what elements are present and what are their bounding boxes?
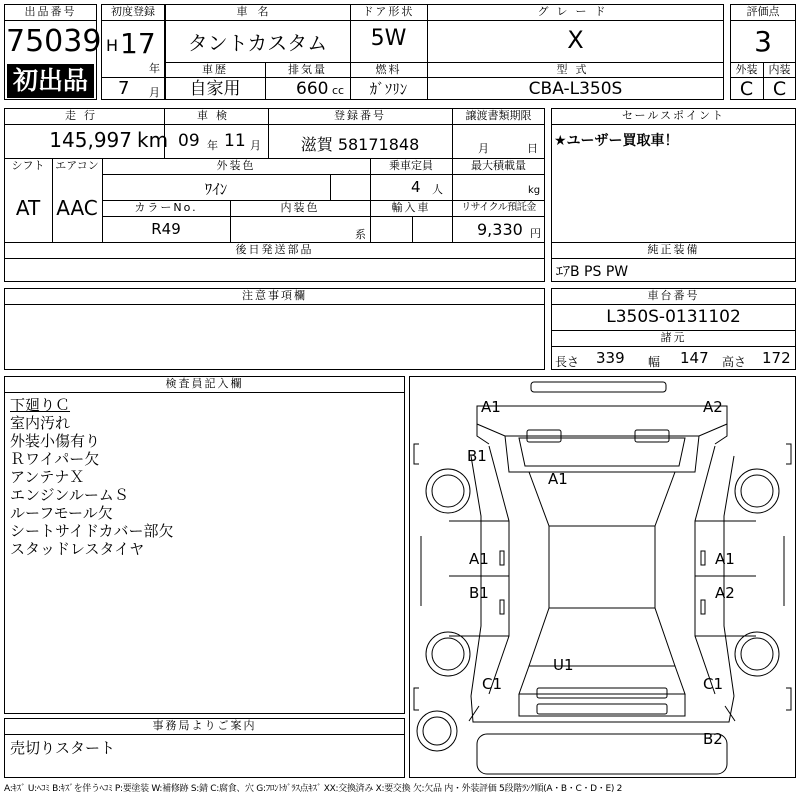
history-value: 自家用 — [189, 79, 241, 99]
displacement-unit: cc — [332, 84, 345, 97]
notes-header: 注意事項欄 — [242, 289, 307, 302]
inspection-year-unit: 年 — [207, 139, 218, 152]
capacity-header: 乗車定員 — [389, 159, 433, 172]
damage-mark: A1 — [481, 398, 501, 416]
damage-mark: C1 — [482, 675, 503, 693]
sales-point-header: セールスポイント — [621, 109, 725, 122]
genuine-equipment-header: 純正装備 — [647, 243, 700, 256]
chassis-value: L350S-0131102 — [606, 307, 741, 327]
inspection-header: 車検 — [197, 109, 235, 122]
max-load-header: 最大積載量 — [471, 159, 526, 172]
shift-value: AT — [15, 196, 41, 220]
length-value: 339 — [596, 349, 625, 367]
damage-mark: B1 — [469, 584, 489, 602]
inspector-line: ルーフモール欠 — [10, 504, 113, 522]
damage-mark: A2 — [703, 398, 723, 416]
mileage-value: 145,997 — [49, 128, 132, 152]
inspection-year: 09 — [178, 131, 200, 151]
exterior-score-header: 外装 — [735, 63, 758, 76]
inspector-line: 下廻りＣ — [10, 396, 71, 414]
sales-point-text: ★ユーザー買取車！ — [554, 133, 679, 149]
first-listing-badge: 初出品 — [7, 64, 94, 98]
damage-mark: B2 — [703, 730, 723, 748]
model-code-header: 型式 — [556, 63, 595, 76]
height-value: 172 — [762, 349, 791, 367]
inspector-line: エンジンルームＳ — [10, 486, 129, 504]
car-name-value: タントカスタム — [187, 31, 328, 55]
inspection-month-unit: 月 — [250, 139, 261, 152]
inspector-line: 室内汚れ — [10, 414, 71, 432]
exterior-color-value: ﾜｲﾝ — [204, 180, 228, 198]
office-header: 事務局よりご案内 — [152, 719, 257, 732]
import-header: 輸入車 — [391, 201, 431, 214]
fuel-header: 燃料 — [375, 63, 402, 76]
history-header: 車歴 — [202, 63, 228, 76]
first-registration-year: 17 — [120, 27, 156, 60]
interior-score-value: C — [772, 78, 787, 100]
width-value: 147 — [680, 349, 709, 367]
later-parts-header: 後日発送部品 — [235, 243, 314, 256]
height-label: 高さ — [722, 355, 747, 369]
inspector-line: Ｒワイパー欠 — [10, 450, 100, 468]
office-text: 売切りスタート — [10, 739, 116, 757]
damage-mark: U1 — [553, 656, 574, 674]
aircon-value: AAC — [56, 196, 98, 220]
damage-mark: A2 — [715, 584, 735, 602]
car-name-header: 車名 — [236, 5, 279, 18]
aircon-header: エアコン — [55, 159, 99, 172]
color-no-header: カラーNo. — [134, 201, 198, 214]
registration-value: 滋賀 58171848 — [300, 135, 420, 154]
interior-color-unit: 系 — [355, 228, 366, 241]
first-registration-era: H — [106, 36, 119, 55]
inspector-header: 検査員記入欄 — [165, 377, 244, 390]
first-registration-year-unit: 年 — [149, 62, 160, 75]
inspector-line: スタッドレスタイヤ — [10, 540, 145, 558]
mileage-header: 走行 — [65, 109, 103, 122]
specs-header: 諸元 — [660, 331, 687, 344]
lot-header: 出品番号 — [24, 5, 77, 18]
recycle-unit: 円 — [530, 227, 541, 240]
genuine-equipment-value: ｴｱB PS PW — [556, 264, 629, 280]
car-diagram — [409, 376, 796, 778]
inspector-line: 外装小傷有り — [10, 432, 101, 450]
score-header: 評価点 — [746, 5, 780, 18]
model-code-value: CBA-L350S — [528, 79, 623, 99]
exterior-score-value: C — [739, 78, 754, 100]
first-registration-month-unit: 月 — [149, 86, 160, 99]
damage-mark: A1 — [548, 470, 568, 488]
color-no-value: R49 — [151, 220, 181, 238]
transfer-month-unit: 月 — [478, 142, 489, 155]
legend: A:ｷｽﾞ U:ﾍｺﾐ B:ｷｽﾞを伴うﾍｺﾐ P:要塗装 W:補修跡 S:錆 C:腐食、穴 G:ﾌﾛﾝﾄｶﾞﾗｽ点ｷｽﾞ XX:交換済み X:要交換 欠:欠品 内・外装評価 5段階ﾗﾝｸ順(A・B・C・D・E) 2 — [4, 784, 623, 794]
max-load-unit: kg — [528, 185, 541, 196]
transfer-day-unit: 日 — [527, 142, 538, 155]
inspector-notes — [10, 395, 400, 558]
door-type-header: ドア形状 — [362, 5, 415, 18]
chassis-header: 車台番号 — [647, 289, 700, 302]
first-registration-header: 初度登録 — [111, 5, 155, 18]
lot-number: 75039 — [6, 24, 102, 59]
mileage-unit: km — [137, 128, 169, 152]
fuel-value: ｶﾞｿﾘﾝ — [369, 80, 408, 98]
interior-color-header: 内装色 — [280, 201, 320, 214]
registration-header: 登録番号 — [334, 109, 386, 122]
length-label: 長さ — [555, 355, 580, 369]
inspection-month: 11 — [224, 131, 246, 151]
inspector-line: シートサイドカバー部欠 — [10, 522, 174, 540]
capacity-unit: 人 — [432, 183, 443, 196]
width-label: 幅 — [648, 355, 661, 369]
score-value: 3 — [754, 25, 772, 58]
damage-mark: C1 — [703, 675, 724, 693]
capacity-value: 4 — [411, 178, 421, 196]
inspector-line: アンテナＸ — [10, 468, 85, 486]
first-registration-month: 7 — [118, 78, 130, 99]
grade-value: X — [567, 26, 584, 54]
recycle-header: リサイクル預託金 — [461, 202, 536, 213]
grade-header: グレード — [537, 5, 614, 18]
damage-mark: B1 — [467, 447, 487, 465]
recycle-value: 9,330 — [477, 220, 523, 239]
displacement-value: 660 — [296, 79, 329, 99]
damage-mark: A1 — [715, 550, 735, 568]
displacement-header: 排気量 — [288, 63, 327, 76]
exterior-color-header: 外装色 — [216, 159, 256, 172]
transfer-deadline-header: 譲渡書類期限 — [465, 109, 532, 122]
door-type-value: 5W — [370, 26, 407, 51]
damage-mark: A1 — [469, 550, 489, 568]
interior-score-header: 内装 — [768, 63, 791, 76]
shift-header: シフト — [11, 159, 45, 172]
